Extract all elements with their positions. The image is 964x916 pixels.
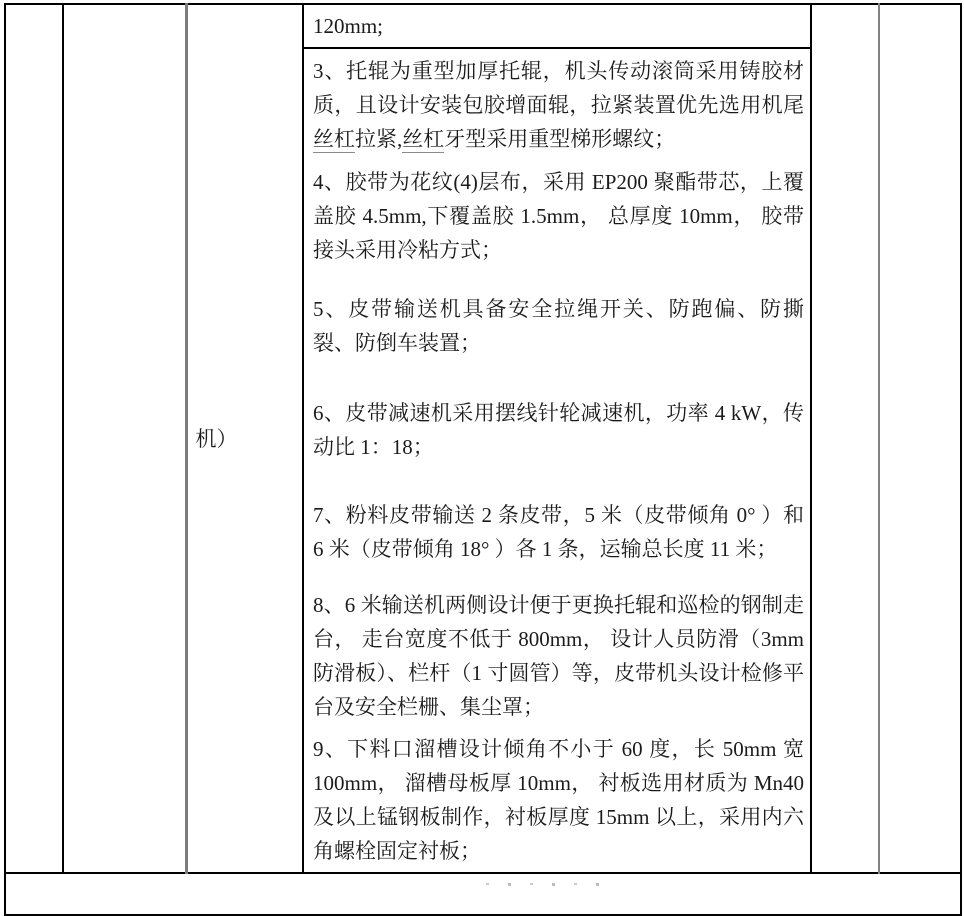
underlined-term: 丝杠	[313, 126, 355, 151]
clipped-glyph-fragment	[552, 883, 555, 886]
table-row	[5, 4, 961, 48]
spec-text-item-8: 8、6 米输送机两侧设计便于更换托辊和巡检的钢制走台， 走台宽度不低于 800mm， 设计人员防滑（3mm 防滑板）、栏杆（1 寸圆管）等，皮带机头设计检修平台及安全栏栅、集尘罩；	[303, 584, 811, 728]
clipped-glyph-fragment	[574, 883, 577, 885]
specification-table	[4, 3, 962, 916]
clipped-glyph-fragment	[508, 883, 511, 886]
underlined-term: 丝杠	[402, 126, 445, 151]
empty-cell-left-2	[63, 4, 186, 873]
clipped-glyph-fragment	[530, 883, 533, 885]
spec-text-item-6: 6、皮带减速机采用摆线针轮减速机，功率 4 kW，传动比 1：18；	[303, 381, 811, 479]
empty-cell-right-2	[879, 4, 961, 873]
clipped-glyph-fragment	[486, 883, 489, 885]
table-row-clipped	[5, 873, 961, 915]
clipped-glyph-fragment	[596, 883, 599, 886]
spec-segment: 3、托辊为重型加厚托辊，机头传动滚筒采用铸胶材质，且设计安装包胶增面辊，拉紧装置优先选用机尾	[313, 58, 804, 117]
spec-text-item-9: 9、下料口溜槽设计倾角不小于 60 度，长 50mm 宽 100mm， 溜槽母板厚 10mm， 衬板选用材质为 Mn40 及以上锰钢板制作，衬板厚度 15mm 以上，采用内六角螺栓固定衬板；	[303, 728, 811, 873]
spec-text-item-3	[303, 48, 811, 160]
spec-segment: 拉紧,	[355, 126, 403, 151]
spec-text-item-4: 4、胶带为花纹(4)层布，采用 EP200 聚酯带芯，上覆盖胶 4.5mm,下覆盖胶 1.5mm， 总厚度 10mm， 胶带接头采用冷粘方式；	[303, 160, 811, 271]
spec-text-item-5: 5、皮带输送机具备安全拉绳开关、防跑偏、防撕裂、防倒车装置；	[303, 271, 811, 381]
merged-item-name-cell: 机）	[186, 4, 303, 873]
empty-cell-right-1	[811, 4, 879, 873]
clipped-text-top	[486, 883, 960, 886]
clipped-bottom-cell	[5, 873, 961, 915]
spec-text-item-7: 7、粉料皮带输送 2 条皮带，5 米（皮带倾角 0° ）和 6 米（皮带倾角 18° ）各 1 条，运输总长度 11 米；	[303, 479, 811, 584]
empty-cell-left-1	[5, 4, 63, 873]
spec-text-carryover: 120mm;	[303, 4, 811, 48]
spec-segment: 牙型采用重型梯形螺纹；	[444, 126, 676, 151]
